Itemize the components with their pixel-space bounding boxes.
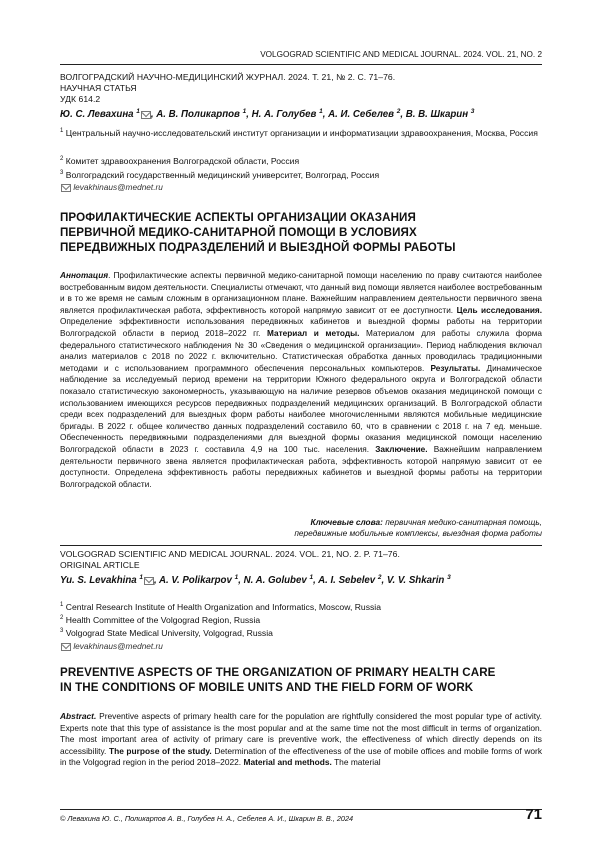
author-name: A. I. Sebelev [318,575,376,587]
ru-keywords: Ключевые слова: первичная медико-санитарная помощь, передвижные мобильные комплексы, выездная форма работы [294,517,542,538]
author-sup: 2 [396,108,401,115]
envelope-icon [61,643,71,651]
author-sup: 3 [447,574,451,581]
copyright-footer: © Левахина Ю. С., Поликарпов А. В., Голубев Н. А., Себелев А. И., Шкарин В. В., 2024 [60,814,354,823]
author-name: Н. А. Голубев [251,109,317,121]
author-sup: 1 [242,108,247,115]
author-name: А. И. Себелев [328,109,394,121]
section-divider [60,545,542,546]
author-name: Yu. S. Levakhina [60,575,137,587]
en-journal-line: VOLGOGRAD SCIENTIFIC AND MEDICAL JOURNAL. 2024. VOL. 21, NO. 2. P. 71–76. [60,549,400,559]
author-name: В. В. Шкарин [405,109,469,121]
ru-journal-line: ВОЛГОГРАДСКИЙ НАУЧНО-МЕДИЦИНСКИЙ ЖУРНАЛ. 2024. Т. 21, № 2. С. 71–76. [60,72,396,82]
envelope-icon [144,577,154,585]
ru-affiliation-2: $^2$ Комитет здравоохранения Волгоградской области, Россия [60,155,300,166]
author-sup: 1 [234,574,239,581]
author-name: A. V. Polikarpov [159,575,232,587]
en-affiliation-3: $^3$ Volgograd State Medical University, Volgograd, Russia [60,627,273,638]
author-name: Ю. С. Левахина [60,109,134,121]
author-sup: 1 [309,574,314,581]
ru-affiliation-3: $^3$ Волгоградский государственный медицинский университет, Волгоград, Россия [60,169,380,180]
en-title: PREVENTIVE ASPECTS OF THE ORGANIZATION OF PRIMARY HEALTH CARE IN THE CONDITIONS OF MOBILE UNITS AND THE FIELD FORM OF WORK [60,666,496,694]
en-article-type: ORIGINAL ARTICLE [60,560,140,570]
envelope-icon [141,111,151,119]
ru-article-type: НАУЧНАЯ СТАТЬЯ [60,83,137,93]
author-sup: 2 [377,574,382,581]
en-affiliation-2: $^2$ Health Committee of the Volgograd Region, Russia [60,614,261,625]
en-affiliation-1: $^1$ Central Research Institute of Health Organization and Informatics, Moscow, Russia [60,601,381,612]
ru-authors: Ю. С. Левахина $^1$ , А. В. Поликарпов $^1$, Н. А. Голубев $^1$, А. И. Себелев $^2$, В. В. Шкарин $^3$ [60,108,475,121]
ru-email[interactable]: levakhinaus@mednet.ru [60,182,163,192]
author-name: А. В. Поликарпов [156,109,240,121]
envelope-icon [61,184,71,192]
author-name: V. V. Shkarin [386,575,445,587]
ru-abstract: Аннотация. Профилактические аспекты первичной медико-санитарной помощи населению по праву считаются наиболее востребованным видом деятельности. Специалисты отмечают, что данный вид помощи является наиболее востребованным и в то же время не самым сложным в организационном плане. Важнейшим направлением деятельности первичного звена является профилактическая работа, эффективность которой напрямую зависит от ее доступности. Цель исследования. Определение эффективности использования передвижных кабинетов и выездной формы работы на территории Волгоградской области в период 2018–2022 гг. Материал и методы. Материалом для работы служила форма федерального статистического наблюдения № 30 «Сведения о медицинской организации». Период наблюдения включал анализ материалов с 2018 по 2022 г. включительно. Статистическая обработка данных проводилась традиционными методами и с использованием программного обеспечения персональных компьютеров. Результаты. Динамическое наблюдение за исследуемый период времени на территории Южного федерального округа и Волгоградской области показало статистическую закономерность, указывающую на наличие резервов объемов оказания медицинской помощи с использованием имеющихся ресурсов передвижных подразделений медицинских организаций. В Волгоградской области среди всех подразделений для выездных форм работы наиболее многочисленными являются мобильные медицинские бригады. В 2022 г. общее количество данных подразделений составило 60, что в сравнении с 2018 г. на 7 ед. меньше. Обеспеченность передвижными подразделениями для выездной формы оказания медицинской помощи населению Волгоградской области в 2023 г. составила 4,9 на 100 тыс. населения. Заключение. Важнейшим направлением деятельности первичного звена является профилактическая работа, эффективность которой напрямую зависит от ее доступности. Определена эффективность работы передвижных кабинетов и выездной формы работы на территории Волгоградской области. [60,271,543,489]
page-number: 71 [525,806,542,823]
ru-udc: УДК 614.2 [60,94,101,104]
ru-affiliation-1: $^1$ Центральный научно-исследовательский институт организации и информатизации здравоохранения, Москва, Россия [60,127,538,138]
en-authors: Yu. S. Levakhina $^1$ , A. V. Polikarpov $^1$, N. A. Golubev $^1$, A. I. Sebelev $^2$, V. V. Shkarin $^3$ [60,574,451,587]
running-header: VOLGOGRAD SCIENTIFIC AND MEDICAL JOURNAL. 2024. VOL. 21, NO. 2 [260,50,542,59]
author-sup: 3 [470,108,475,115]
author-sup: 1 [139,574,143,581]
author-name: N. A. Golubev [243,575,307,587]
en-abstract: Abstract. Preventive aspects of primary health care for the population are rightfully considered the most popular type of activity. Experts note that this type of assistance is the most popular and at the same time not the most difficult in terms of organization. The most important area of activity of primary care is preventive work, the effectiveness of which directly depends on its accessibility. The purpose of the study. Determination of the effectiveness of the use of mobile offices and mobile forms of work in the Volgograd region in the period 2018–2022. Material and methods. The material [60,711,543,768]
author-sup: 1 [136,108,140,115]
ru-title: ПРОФИЛАКТИЧЕСКИЕ АСПЕКТЫ ОРГАНИЗАЦИИ ОКАЗАНИЯ ПЕРВИЧНОЙ МЕДИКО-САНИТАРНОЙ ПОМОЩИ В УСЛОВИЯХ ПЕРЕДВИЖНЫХ ПОДРАЗДЕЛЕНИЙ И ВЫЕЗДНОЙ ФОРМЫ РАБОТЫ [60,211,456,254]
footer-rule [60,809,542,810]
en-email[interactable]: levakhinaus@mednet.ru [60,641,163,651]
author-sup: 1 [319,108,323,115]
header-rule [60,64,542,65]
